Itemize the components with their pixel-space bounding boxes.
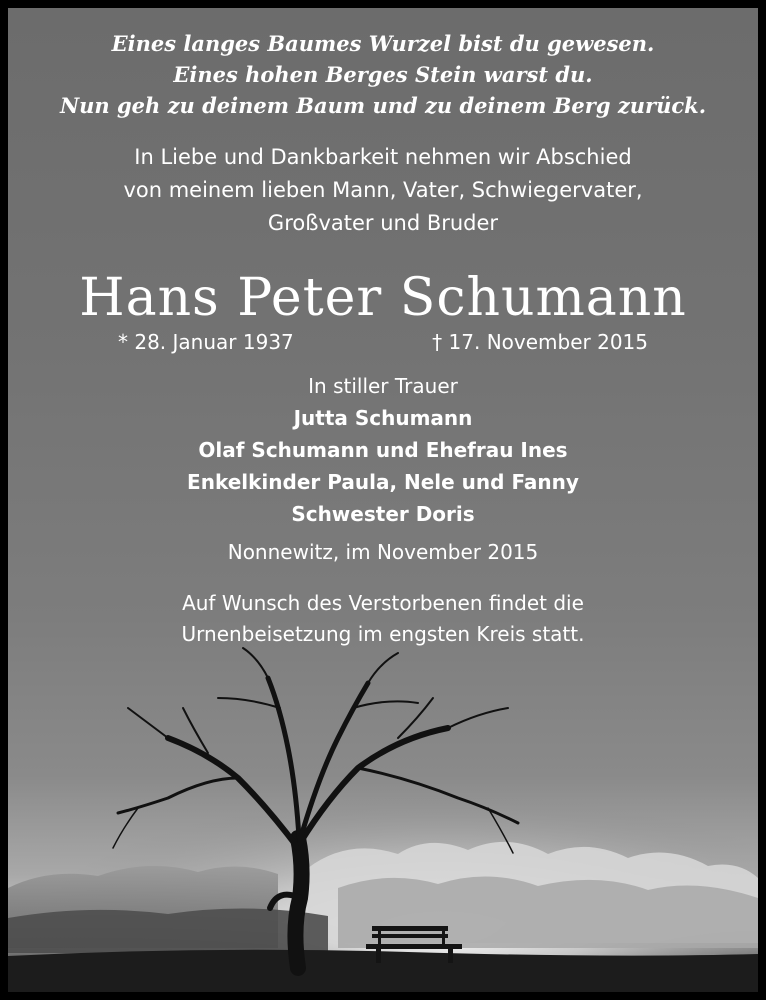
ground-horizon: [8, 950, 758, 992]
mourner-name: Enkelkinder Paula, Nele und Fanny: [187, 470, 579, 494]
motto-verse: [8, 28, 758, 121]
motto-line: Nun geh zu deinem Baum und zu deinem Berg zurück.: [59, 93, 707, 118]
deceased-name: Hans Peter Schumann: [79, 268, 687, 328]
burial-note: [8, 588, 758, 650]
intro-line: In Liebe und Dankbarkeit nehmen wir Abschied: [134, 145, 632, 169]
mourning-lead: In stiller Trauer: [308, 374, 458, 398]
birth-date: * 28. Januar 1937: [118, 330, 294, 354]
note-line: Urnenbeisetzung im engsten Kreis statt.: [181, 622, 585, 646]
mourner-name: Schwester Doris: [291, 502, 475, 526]
intro-line: Großvater und Bruder: [267, 211, 499, 235]
death-date: † 17. November 2015: [432, 330, 648, 354]
motto-line: Eines hohen Berges Stein warst du.: [173, 62, 593, 87]
intro-line: von meinem lieben Mann, Vater, Schwiegervater,: [123, 178, 643, 202]
mourner-name: Jutta Schumann: [293, 406, 473, 430]
place-and-date: Nonnewitz, im November 2015: [227, 540, 539, 564]
farewell-intro: [8, 141, 758, 240]
mourners-list: [8, 370, 758, 530]
note-line: Auf Wunsch des Verstorbenen findet die: [182, 591, 584, 615]
motto-line: Eines langes Baumes Wurzel bist du gewesen.: [111, 31, 655, 56]
mourner-name: Olaf Schumann und Ehefrau Ines: [198, 438, 568, 462]
